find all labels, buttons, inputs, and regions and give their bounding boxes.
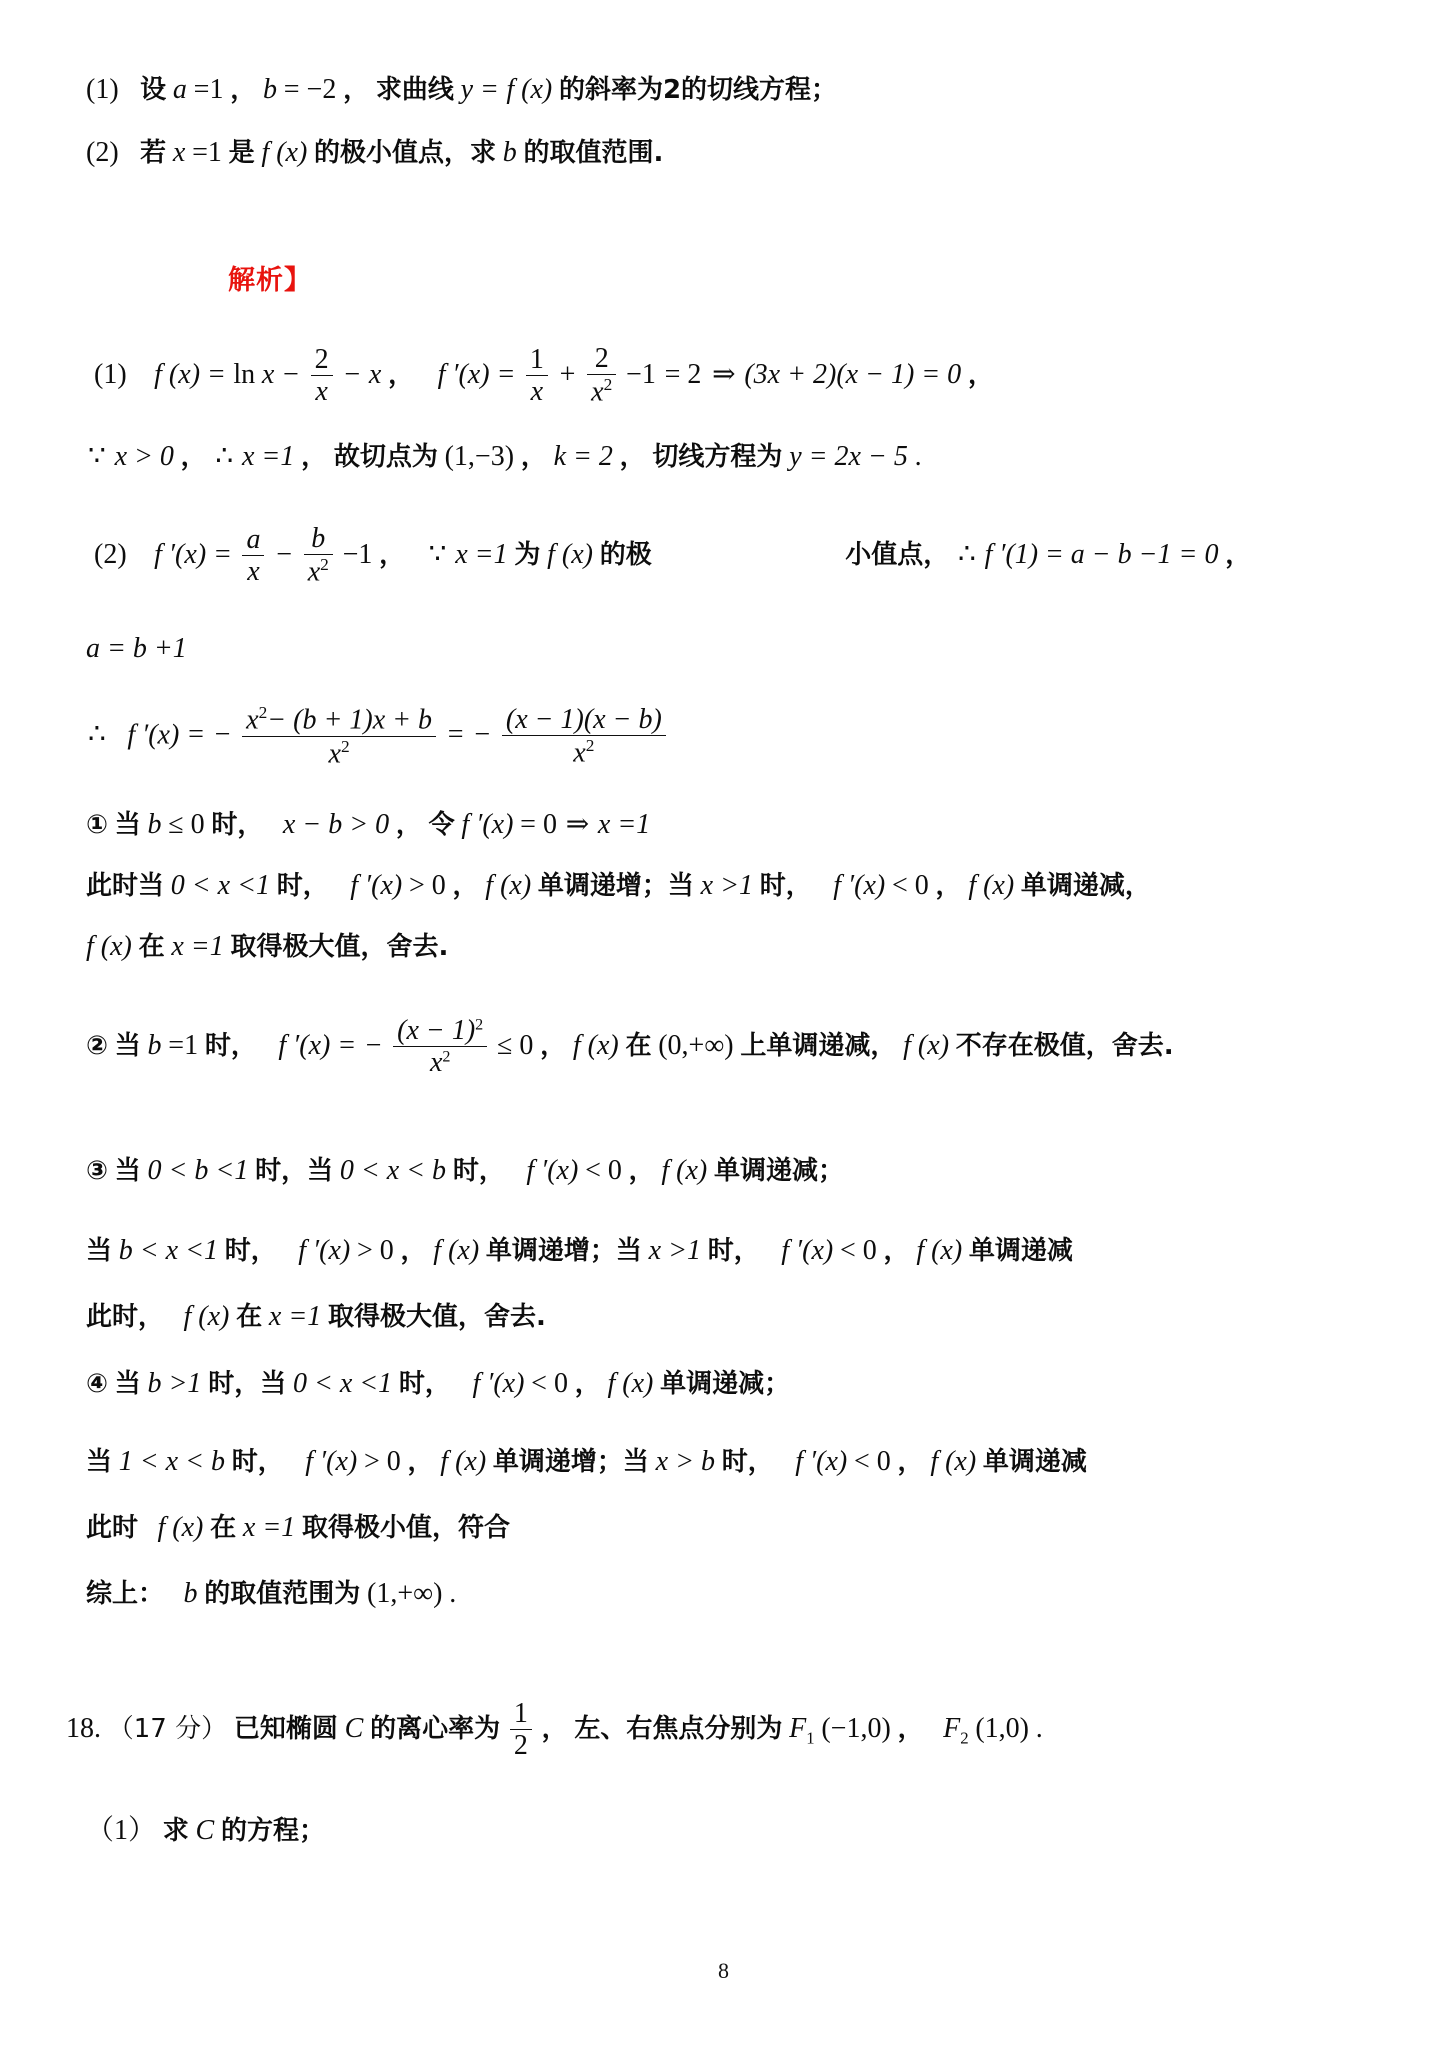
s6-marker: ① xyxy=(86,810,109,840)
s9-le-0: ≤ 0 xyxy=(496,1030,534,1062)
s9-text-3: 在 xyxy=(625,1031,652,1062)
solution-case-3 xyxy=(86,1157,844,1185)
s7-fx-2: f (x) xyxy=(968,870,1015,901)
s6-text-1: 当 xyxy=(114,810,141,840)
part2-eq-1: =1 xyxy=(192,137,222,168)
s14-fprime-2: f ′(x) xyxy=(795,1446,848,1477)
s1-eq-2: = xyxy=(498,358,515,390)
solution-case-4-detail xyxy=(86,1448,1087,1476)
s1-frac1-num: 2 xyxy=(314,343,329,375)
solution-case-1-detail xyxy=(86,872,1151,900)
s3-frac-b-num: b xyxy=(311,523,326,554)
s1-x: x xyxy=(261,358,275,390)
s3-text-3: 小值点， xyxy=(845,539,950,570)
s6-eq-0: = 0 xyxy=(520,809,557,840)
s11-text-2: 时， xyxy=(224,1236,277,1266)
s5-den-2: $x^2$ xyxy=(502,735,666,768)
s14-fx-2: f (x) xyxy=(930,1446,977,1477)
s11-text-1: 当 xyxy=(86,1236,113,1266)
part1-eq-2: = −2 xyxy=(283,74,337,105)
s11-text-3: 单调递增；当 xyxy=(485,1236,642,1266)
s5-num-2: (x − 1)(x − b) xyxy=(505,703,662,735)
part2-text-d: 的取值范围. xyxy=(523,138,664,168)
s1-plus: + xyxy=(559,358,576,390)
s14-text-4: 时， xyxy=(721,1447,774,1477)
problem-part-1 xyxy=(86,76,837,104)
page-number: 8 xyxy=(718,1958,729,1983)
s2-point: (1,−3) xyxy=(444,441,515,472)
s9-comma-1: ， xyxy=(540,1031,567,1062)
s11-comma-2: ， xyxy=(883,1236,910,1266)
s14-lt-0: < 0 xyxy=(854,1446,891,1477)
s15-text-1: 此时 xyxy=(86,1513,139,1543)
s13-marker: ④ xyxy=(86,1369,109,1399)
s7-text-5: 单调递减， xyxy=(1020,871,1151,901)
s13-lt-0: < 0 xyxy=(531,1368,568,1399)
s16-period: . xyxy=(449,1578,457,1609)
s1-minus-2: − xyxy=(344,358,361,390)
s1-fprime-lhs: f ′(x) xyxy=(437,358,490,390)
part2-text-a: 若 xyxy=(140,138,167,168)
solution-line-4 xyxy=(86,635,187,663)
p18-frac-num: 1 xyxy=(513,1698,528,1729)
s6-comma: ， xyxy=(395,810,422,840)
part1-comma-2: ， xyxy=(343,75,370,105)
solution-case-4-conclusion xyxy=(86,1514,510,1542)
s1-minus: − xyxy=(283,358,299,390)
s3-fraction-b-over-x2 xyxy=(304,524,333,587)
s8-fx: f (x) xyxy=(86,931,132,962)
s2-because-symbol: ∵ xyxy=(88,441,106,472)
s2-comma-3: ， xyxy=(520,442,547,472)
s9-var-b: b xyxy=(147,1030,162,1062)
p18-eccentricity-fraction xyxy=(510,1699,532,1761)
s3-label: (2) xyxy=(94,538,127,570)
solution-case-1 xyxy=(86,811,650,839)
s5-fraction-expanded xyxy=(242,704,436,768)
s7-comma-2: ， xyxy=(935,871,962,901)
s15-text-2: 在 xyxy=(210,1513,237,1543)
s5-fprime: f ′(x) xyxy=(127,719,180,751)
s3-minus-1: −1 xyxy=(342,538,373,570)
s9-text-5: 不存在极值，舍去. xyxy=(955,1031,1174,1062)
p18-comma-2: ， xyxy=(897,1714,924,1745)
solution-line-5 xyxy=(86,705,669,769)
part2-var-x: x xyxy=(172,137,186,168)
s5-num-1: $x^2- (b + 1)x + b$ xyxy=(246,703,433,736)
s3-frac-b-den-exp: 2 xyxy=(320,555,329,575)
s10-text-2: 时，当 xyxy=(255,1156,334,1186)
solution-final-answer xyxy=(86,1580,456,1608)
s7-text-2: 时， xyxy=(276,871,329,901)
s14-comma-1: ， xyxy=(407,1447,434,1477)
s9-text-1: 当 xyxy=(114,1031,141,1062)
problem-part-2 xyxy=(86,139,663,167)
s6-condition: ≤ 0 xyxy=(168,809,205,840)
problem-18-sub-1 xyxy=(86,1817,325,1845)
solution-case-3-conclusion xyxy=(86,1303,546,1331)
s11-text-5: 单调递减 xyxy=(968,1236,1073,1266)
s9-interval: (0,+∞) xyxy=(658,1030,734,1062)
solution-case-2 xyxy=(86,1017,1174,1079)
s16-range: (1,+∞) xyxy=(367,1578,443,1609)
s9-fx-2: f (x) xyxy=(903,1030,950,1062)
s1-comma: ， xyxy=(388,359,415,390)
s12-text-1: 此时， xyxy=(86,1302,165,1332)
s1-minus-3: −1 xyxy=(626,358,656,390)
part1-eq-3: = xyxy=(481,74,498,105)
p18-focus-1: $F_1$ xyxy=(789,1713,815,1748)
s6-implies-arrow: ⇒ xyxy=(565,809,590,840)
s3-frac-b-den: $x^2$ xyxy=(304,554,333,587)
part1-comma-1: ， xyxy=(230,75,257,105)
s9-num: $(x - 1)^2$ xyxy=(397,1015,484,1046)
s1-eq: = xyxy=(208,358,225,390)
s8-text-1: 在 xyxy=(138,932,165,962)
s6-var-b: b xyxy=(147,809,162,840)
s6-text-3: 令 xyxy=(428,810,455,840)
s14-text-5: 单调递减 xyxy=(982,1447,1087,1477)
p18-points: （17 分） xyxy=(107,1714,228,1745)
part1-var-a: a xyxy=(172,74,187,105)
solution-line-3 xyxy=(94,525,1251,588)
s9-text-4: 上单调递减， xyxy=(740,1031,897,1062)
s14-text-3: 单调递增；当 xyxy=(492,1447,649,1477)
s1-frac3-den: $x^2$ xyxy=(587,374,616,407)
s3-fraction-a-over-x xyxy=(242,525,264,587)
s1-factored: (3x + 2)(x − 1) = 0 xyxy=(744,358,962,390)
part1-text-c: 的斜率为2的切线方程； xyxy=(558,75,838,105)
s8-text-2: 取得极大值，舍去. xyxy=(230,932,449,962)
s11-fx-1: f (x) xyxy=(433,1235,480,1266)
s11-fprime-2: f ′(x) xyxy=(781,1235,834,1266)
s3-therefore-symbol: ∴ xyxy=(957,538,976,570)
part1-var-b: b xyxy=(262,74,277,105)
s3-eq: = xyxy=(214,538,231,570)
s9-fprime: f ′(x) xyxy=(278,1030,331,1062)
s10-text-3: 时， xyxy=(452,1156,505,1186)
s12-x-eq-1: x =1 xyxy=(268,1301,322,1332)
s1-frac3-num: 2 xyxy=(594,343,609,374)
s7-range-2: x >1 xyxy=(700,870,753,901)
s11-range-1: b < x <1 xyxy=(118,1235,218,1266)
s3-minus: − xyxy=(276,538,292,570)
part1-text-b: 求曲线 xyxy=(375,75,454,105)
s7-fprime-2: f ′(x) xyxy=(833,870,886,901)
s5-therefore-symbol: ∴ xyxy=(88,719,106,751)
s10-fprime: f ′(x) xyxy=(526,1155,579,1186)
s1-x-2: x xyxy=(368,358,382,390)
s1-fraction-2-over-x2 xyxy=(587,344,616,407)
s1-implies-arrow: ⇒ xyxy=(712,358,736,390)
s2-k-value: k = 2 xyxy=(553,441,613,472)
s3-frac-a-num: a xyxy=(246,523,261,555)
p18-focus-2: $F_2$ xyxy=(943,1713,969,1748)
s3-x-eq-1: x =1 xyxy=(455,538,508,570)
s3-fprime-at-1: f ′(1) xyxy=(984,538,1039,570)
p18-focus-2-coord: (1,0) xyxy=(975,1713,1029,1745)
p18-number: 18. xyxy=(66,1713,101,1745)
s9-eq: = xyxy=(339,1030,355,1062)
s9-minus: − xyxy=(365,1030,382,1062)
s11-fprime-1: f ′(x) xyxy=(298,1235,351,1266)
s13-range-2: 0 < x <1 xyxy=(292,1368,393,1399)
s1-frac3-den-exp: 2 xyxy=(603,375,613,395)
s7-range-1: 0 < x <1 xyxy=(170,870,270,901)
solution-case-1-conclusion xyxy=(86,933,448,961)
s6-x-eq-1: x =1 xyxy=(597,809,651,840)
s2-text-1: 故切点为 xyxy=(333,442,438,472)
s7-comma-1: ， xyxy=(452,871,479,901)
p18-sub1-label: （1） xyxy=(86,1815,157,1846)
s10-lt-0: < 0 xyxy=(585,1155,622,1186)
s1-frac1-den: x xyxy=(311,375,333,406)
s7-gt-0: > 0 xyxy=(408,870,446,901)
p18-sub1-text-b: 的方程； xyxy=(220,1816,325,1846)
p18-text-2: 的离心率为 xyxy=(370,1714,501,1745)
s11-fx-2: f (x) xyxy=(916,1235,963,1266)
solution-case-4 xyxy=(86,1370,790,1398)
s10-comma: ， xyxy=(628,1156,655,1186)
s5-eq-2: = xyxy=(447,719,464,751)
s16-text-2: 的取值范围为 xyxy=(204,1579,361,1609)
s13-comma: ， xyxy=(574,1369,601,1399)
s8-x-eq-1: x =1 xyxy=(171,931,224,962)
s12-text-2: 在 xyxy=(236,1302,263,1332)
s13-text-2: 时，当 xyxy=(208,1369,287,1399)
s14-text-1: 当 xyxy=(86,1447,113,1477)
s2-comma-4: ， xyxy=(619,442,646,472)
s11-comma-1: ， xyxy=(400,1236,427,1266)
part1-text-a: 设 xyxy=(140,75,167,105)
s5-minus: − xyxy=(214,719,231,751)
s2-text-2: 切线方程为 xyxy=(652,442,783,472)
part2-text-c: 的极小值点，求 xyxy=(314,138,497,168)
s16-var-b: b xyxy=(183,1578,198,1609)
s9-text-2: 时， xyxy=(204,1031,257,1062)
s7-text-4: 时， xyxy=(759,871,812,901)
s1-fx-lhs: f (x) xyxy=(154,358,201,390)
s1-frac2-den: x xyxy=(526,375,548,406)
s1-label: (1) xyxy=(94,358,127,390)
s1-ln: ln xyxy=(233,358,256,390)
s3-comma-1: ， xyxy=(379,539,406,570)
part1-var-y: y xyxy=(460,74,474,105)
p18-period: . xyxy=(1035,1713,1043,1745)
s4-equation-a-eq-b-plus-1: a = b +1 xyxy=(86,633,187,664)
s2-period: . xyxy=(914,441,922,472)
s2-x-eq-1: x =1 xyxy=(242,441,295,472)
s1-trail-comma: ， xyxy=(967,359,994,390)
s10-text-4: 单调递减； xyxy=(713,1156,844,1186)
s14-fprime-1: f ′(x) xyxy=(305,1446,358,1477)
s7-fprime-1: f ′(x) xyxy=(350,870,403,901)
part2-fx: f (x) xyxy=(261,137,308,168)
s11-lt-0: < 0 xyxy=(840,1235,877,1266)
s2-comma-1: ， xyxy=(180,442,207,472)
s13-text-3: 时， xyxy=(398,1369,451,1399)
s10-range-2: 0 < x < b xyxy=(339,1155,447,1186)
s12-text-3: 取得极大值，舍去. xyxy=(327,1302,546,1332)
s2-therefore-symbol: ∴ xyxy=(215,441,234,472)
s3-because-symbol: ∵ xyxy=(428,538,447,570)
s10-marker: ③ xyxy=(86,1156,109,1186)
s3-result: = a − b −1 = 0 xyxy=(1044,538,1219,570)
s9-fx-1: f (x) xyxy=(572,1030,619,1062)
s13-text-4: 单调递减； xyxy=(660,1369,791,1399)
s1-fraction-1-over-x xyxy=(526,345,548,407)
part1-eq-1: =1 xyxy=(193,74,224,105)
s10-range-1: 0 < b <1 xyxy=(147,1155,249,1186)
part1-label: (1) xyxy=(86,74,119,105)
p18-text-3: 左、右焦点分别为 xyxy=(574,1714,783,1745)
s11-range-2: x >1 xyxy=(648,1235,701,1266)
part1-fx: f (x) xyxy=(506,74,553,105)
part2-text-b: 是 xyxy=(228,138,255,168)
s1-fraction-2-over-x xyxy=(311,345,333,407)
s2-tangent-equation: y = 2x − 5 xyxy=(789,441,908,472)
part2-var-b: b xyxy=(502,137,517,168)
s14-fx-1: f (x) xyxy=(440,1446,487,1477)
s3-fprime: f ′(x) xyxy=(154,538,207,570)
s5-fraction-factored xyxy=(502,705,666,768)
p18-sub1-text-a: 求 xyxy=(162,1816,189,1846)
s10-fx: f (x) xyxy=(661,1155,708,1186)
s6-fprime: f ′(x) xyxy=(461,809,514,840)
solution-line-2 xyxy=(86,443,922,471)
s12-fx: f (x) xyxy=(183,1301,230,1332)
p18-curve-c: C xyxy=(344,1713,364,1745)
s7-text-1: 此时当 xyxy=(86,871,165,901)
s15-x-eq-1: x =1 xyxy=(242,1512,296,1543)
s14-range-1: 1 < x < b xyxy=(118,1446,225,1477)
s15-fx: f (x) xyxy=(157,1512,204,1543)
s2-x-gt-0: x > 0 xyxy=(114,441,174,472)
s7-text-3: 单调递增；当 xyxy=(537,871,694,901)
s11-gt-0: > 0 xyxy=(356,1235,394,1266)
p18-focus-1-coord: (−1,0) xyxy=(821,1713,891,1745)
s3-fx: f (x) xyxy=(547,538,593,570)
p18-sub1-curve-c: C xyxy=(195,1815,215,1846)
problem-18-statement xyxy=(66,1700,1043,1762)
part2-label: (2) xyxy=(86,137,119,168)
s14-gt-0: > 0 xyxy=(363,1446,401,1477)
s6-x-minus-b: x − b > 0 xyxy=(282,809,390,840)
s3-text-1: 为 xyxy=(514,539,541,570)
s5-minus-2: − xyxy=(474,719,491,751)
s1-frac2-num: 1 xyxy=(529,343,544,375)
s13-range-1: b >1 xyxy=(147,1368,202,1399)
s16-text-1: 综上： xyxy=(86,1579,165,1609)
s2-comma-2: ， xyxy=(301,442,328,472)
solution-case-3-detail xyxy=(86,1237,1073,1265)
p18-comma-1: ， xyxy=(541,1714,568,1745)
s6-text-2: 时， xyxy=(211,810,264,840)
s9-den: $x^2$ xyxy=(393,1046,487,1077)
s5-eq: = xyxy=(188,719,204,751)
s15-text-3: 取得极小值，符合 xyxy=(301,1513,510,1543)
s13-fprime: f ′(x) xyxy=(472,1368,525,1399)
s7-lt-0: < 0 xyxy=(892,870,929,901)
s9-fraction-squared xyxy=(393,1016,487,1078)
s13-text-1: 当 xyxy=(114,1369,141,1399)
analysis-tag: 解析】 xyxy=(228,265,312,296)
s3-comma-2: ， xyxy=(1225,539,1252,570)
s3-text-2: 的极 xyxy=(599,539,652,570)
s9-b-eq-1: =1 xyxy=(168,1030,199,1062)
s11-text-4: 时， xyxy=(707,1236,760,1266)
p18-text-1: 已知椭圆 xyxy=(233,1714,338,1745)
s10-text-1: 当 xyxy=(114,1156,141,1186)
s5-den-1: $x^2$ xyxy=(242,736,436,769)
s9-marker: ② xyxy=(86,1031,109,1062)
solution-line-1 xyxy=(94,345,994,408)
p18-frac-den: 2 xyxy=(510,1729,532,1760)
s14-comma-2: ， xyxy=(897,1447,924,1477)
s7-fx-1: f (x) xyxy=(485,870,532,901)
s14-text-2: 时， xyxy=(231,1447,284,1477)
s13-fx: f (x) xyxy=(607,1368,654,1399)
s1-eq-3: = 2 xyxy=(664,358,702,390)
s14-range-2: x > b xyxy=(655,1446,715,1477)
s3-frac-a-den: x xyxy=(242,555,264,586)
